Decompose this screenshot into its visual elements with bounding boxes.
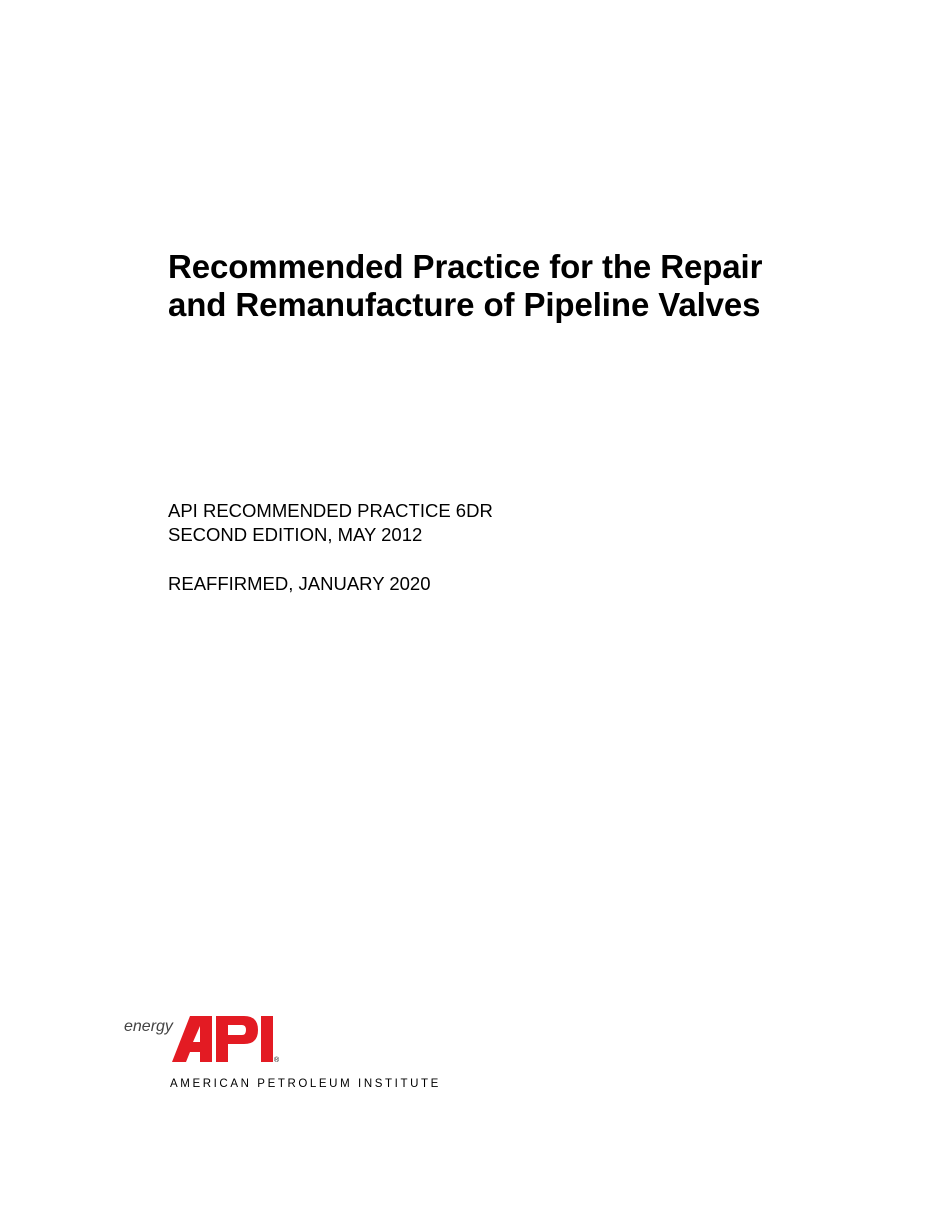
logo-organization-name: AMERICAN PETROLEUM INSTITUTE (170, 1078, 441, 1090)
logo-energy-text: energy (124, 1018, 173, 1035)
document-title (168, 248, 888, 324)
api-logo (120, 1008, 440, 1100)
designation-standard: API RECOMMENDED PRACTICE 6DR (168, 500, 493, 521)
title-line-2: and Remanufacture of Pipeline Valves (168, 286, 761, 323)
designation-edition: SECOND EDITION, MAY 2012 (168, 524, 423, 545)
reaffirmed-date: REAFFIRMED, JANUARY 2020 (168, 573, 431, 594)
registered-mark: ® (274, 1057, 280, 1064)
title-line-1: Recommended Practice for the Repair (168, 248, 763, 285)
document-designation (168, 499, 493, 547)
api-mark-icon (120, 1008, 280, 1068)
